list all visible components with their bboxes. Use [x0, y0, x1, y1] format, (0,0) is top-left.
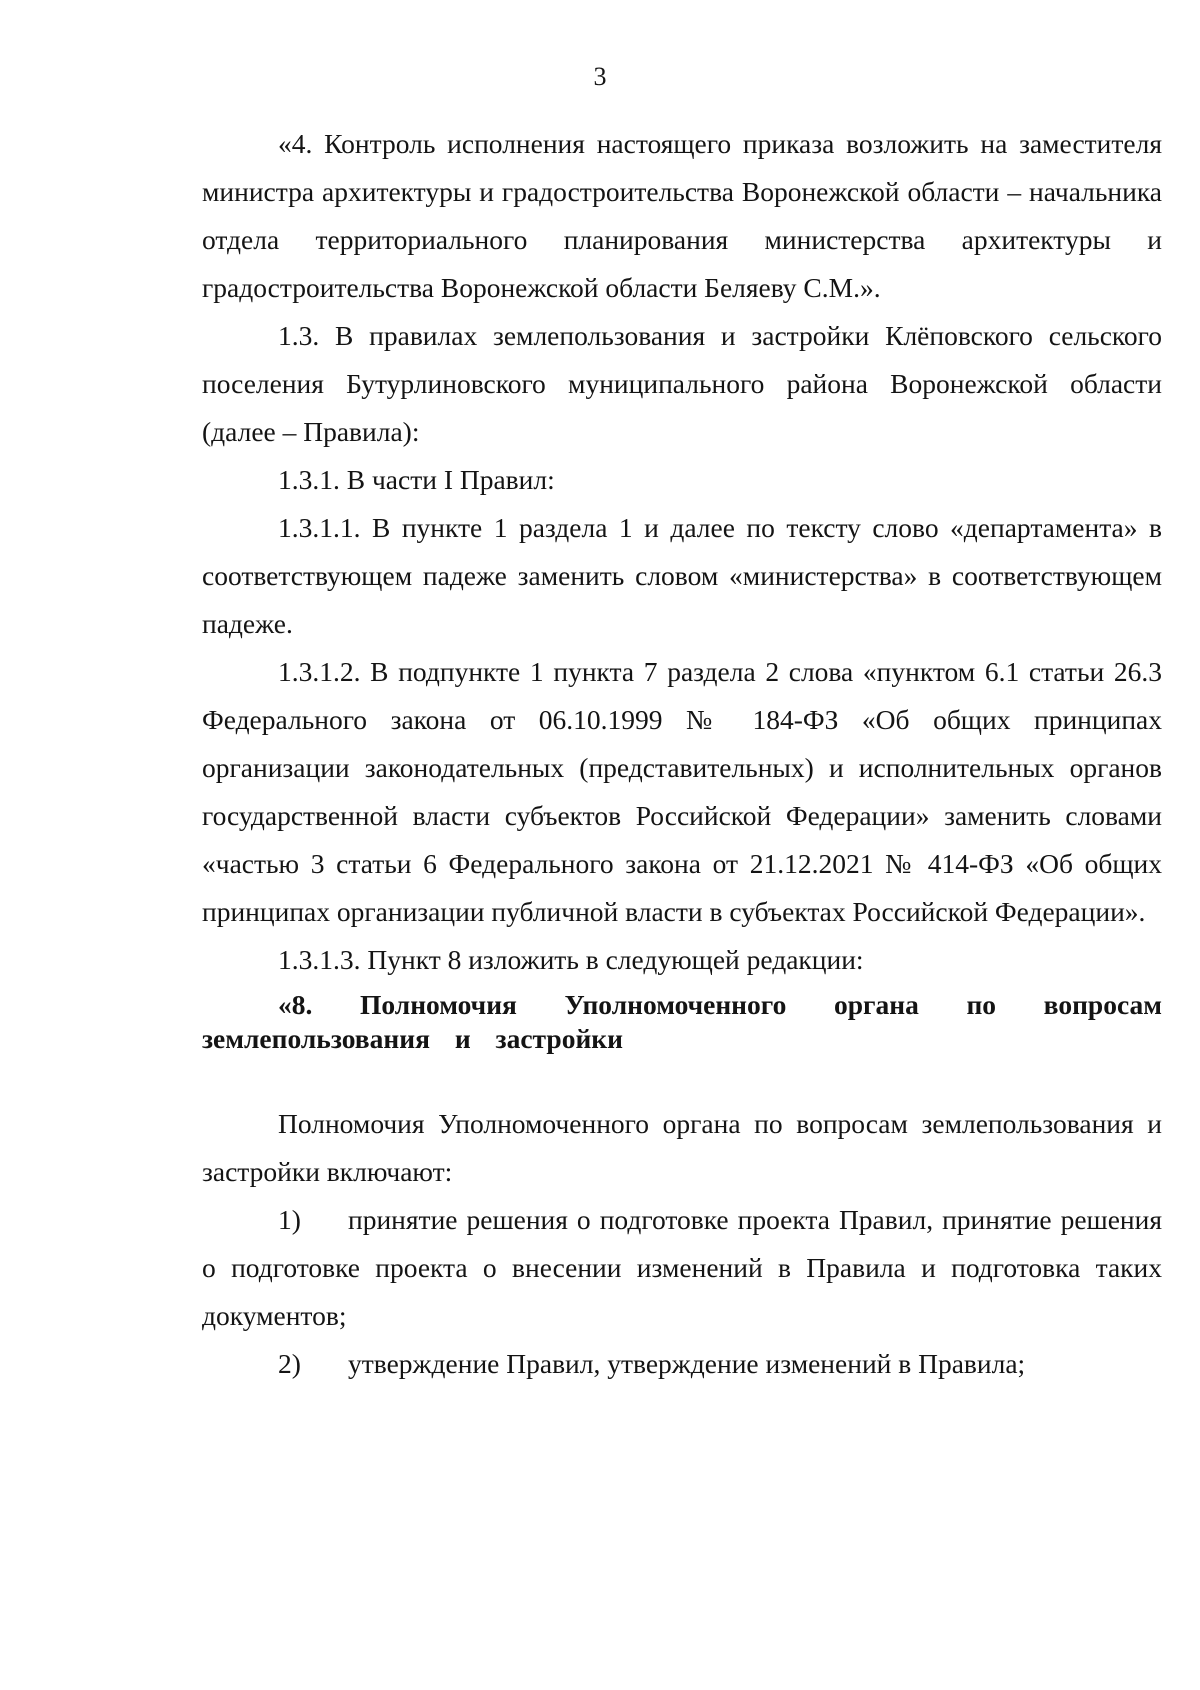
list-number: 2)	[278, 1348, 301, 1379]
paragraph-control: «4. Контроль исполнения настоящего приказа возложить на заместителя министра архитектуры и градостроительства Воронежской области – начальника отдела территориального планирования министерства архитектуры и градостроительства Воронежской области Беляеву С.М.».	[202, 128, 1162, 303]
list-item	[202, 1340, 1162, 1388]
document-body	[202, 120, 1162, 1388]
list-text: принятие решения о подготовке проекта Правил, принятие решения о подготовке проекта о внесении изменений в Правила и подготовка таких документов;	[202, 1204, 1162, 1331]
page-number: 3	[593, 62, 607, 91]
paragraph-1-3-1: 1.3.1. В части I Правил:	[278, 464, 555, 495]
list-number: 1)	[278, 1204, 301, 1235]
list-text: утверждение Правил, утверждение изменений в Правила;	[348, 1348, 1026, 1379]
section-heading: «8. Полномочия Уполномоченного органа по вопросам землепользования и застройки	[202, 989, 1162, 1054]
paragraph-1-3-1-1: 1.3.1.1. В пункте 1 раздела 1 и далее по тексту слово «департамента» в соответствующем падеже заменить словом «министерства» в соответствующем падеже.	[202, 512, 1162, 639]
list-item	[202, 1196, 1162, 1340]
paragraph-1-3-1-2: 1.3.1.2. В подпункте 1 пункта 7 раздела 2 слова «пунктом 6.1 статьи 26.3 Федерального закона от 06.10.1999 № 184-ФЗ «Об общих принципах организации законодательных (представительных) и исполнительных органов государственной власти субъектов Российской Федерации» заменить словами «частью 3 статьи 6 Федерального закона от 21.12.2021 № 414-ФЗ «Об общих принципах организации публичной власти в субъектах Российской Федерации».	[202, 656, 1162, 927]
spacer	[202, 1056, 1162, 1100]
paragraph-1-3-1-3: 1.3.1.3. Пункт 8 изложить в следующей редакции:	[278, 944, 864, 975]
paragraph-intro: Полномочия Уполномоченного органа по вопросам землепользования и застройки включают:	[202, 1108, 1162, 1187]
paragraph-1-3: 1.3. В правилах землепользования и застройки Клёповского сельского поселения Бутурлиновского муниципального района Воронежской области (далее – Правила):	[202, 320, 1162, 447]
